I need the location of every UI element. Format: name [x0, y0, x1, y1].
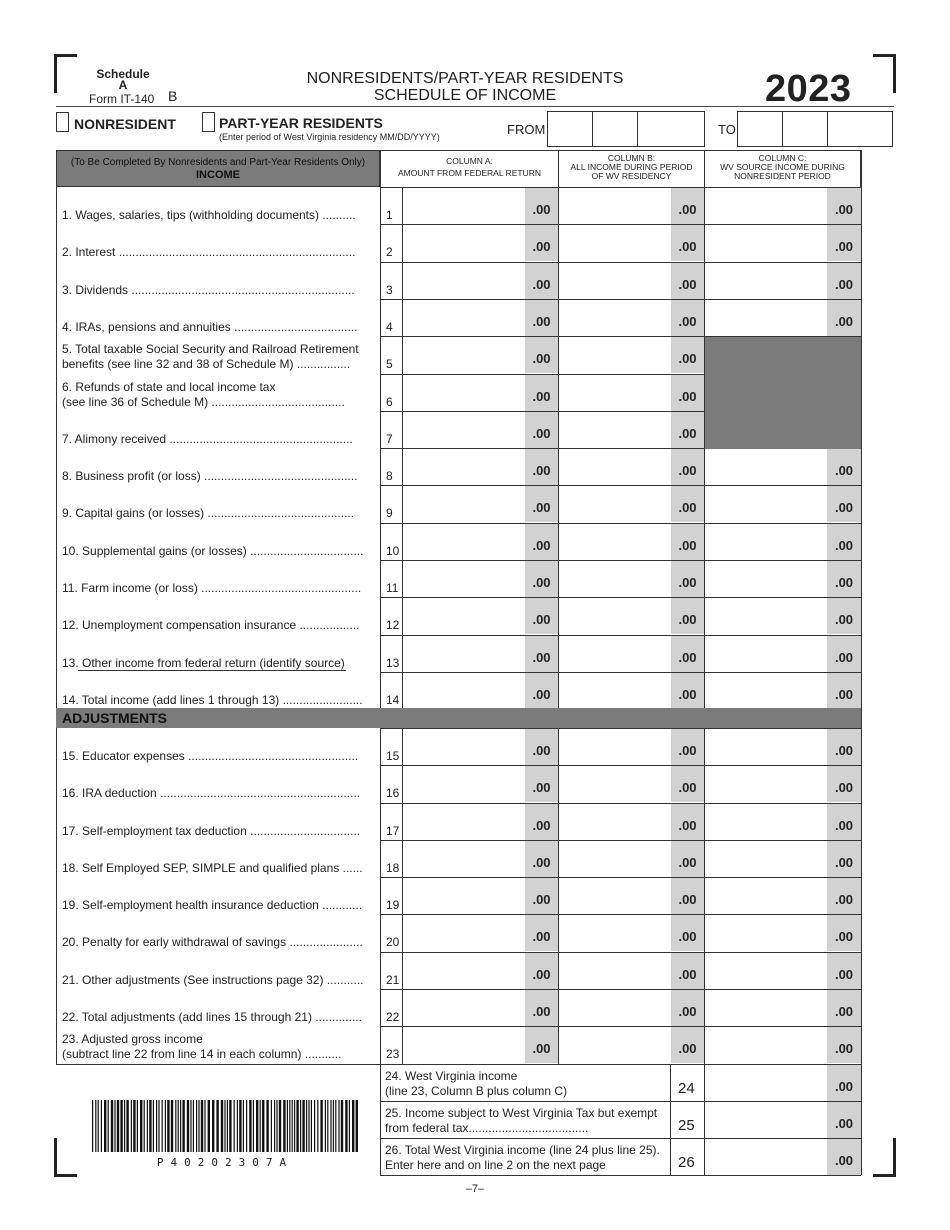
column-b-desc-2: OF WV RESIDENCY: [591, 171, 672, 181]
barcode-bar: [133, 1100, 135, 1152]
barcode-bar: [187, 1100, 189, 1152]
line-6-description-cont: (see line 36 of Schedule M) ........................................: [62, 395, 345, 409]
line-3-description: 3. Dividends ...................................................................: [62, 283, 355, 297]
barcode-bar: [306, 1100, 307, 1152]
line-8-description: 8. Business profit (or loss) ..............................................: [62, 469, 358, 483]
barcode-bar: [98, 1100, 99, 1152]
corner-mark-bottom-right: [873, 1138, 896, 1177]
line-20-description: 20. Penalty for early withdrawal of savings ......................: [62, 935, 363, 949]
barcode-bar: [198, 1100, 199, 1152]
line-16-number: 16: [386, 786, 400, 800]
barcode-bar: [335, 1100, 336, 1152]
barcode-bar: [243, 1100, 244, 1152]
corner-mark-top-right: [873, 54, 896, 93]
line-7-description: 7. Alimony received .......................................................: [62, 432, 353, 446]
table-right-border: [861, 150, 862, 1175]
barcode-bar: [349, 1100, 350, 1152]
line-22-column-b-cents: .00: [671, 990, 704, 1026]
line-5-description-cont: benefits (see line 32 and 38 of Schedule M) ................: [62, 357, 351, 371]
line-14-description: 14. Total income (add lines 1 through 13) ........................: [62, 693, 363, 707]
barcode-bar: [345, 1100, 347, 1152]
barcode-bar: [212, 1100, 214, 1152]
barcode-bar: [111, 1100, 113, 1152]
barcode-bar: [317, 1100, 318, 1152]
title-line-2: SCHEDULE OF INCOME: [373, 87, 557, 104]
barcode-bar: [333, 1100, 334, 1152]
barcode-bar: [126, 1100, 128, 1152]
line-26-top-rule: [380, 1138, 861, 1139]
barcode-bar: [149, 1100, 151, 1152]
line-9-column-a-cents: .00: [525, 486, 558, 522]
line-13-column-c-cents: .00: [827, 636, 861, 672]
barcode-bar: [274, 1100, 275, 1152]
barcode-bar: [276, 1100, 277, 1152]
line-11-column-a-cents: .00: [525, 561, 558, 597]
line-13-description: 13. Other income from federal return (identify source): [62, 656, 345, 670]
line-18-column-c-cents: .00: [827, 841, 861, 877]
line-3-column-a-cents: .00: [525, 263, 558, 299]
line-10-column-b-cents: .00: [671, 524, 704, 560]
line-5-description: 5. Total taxable Social Security and Railroad Retirement: [62, 342, 359, 356]
line-10-top-rule: [380, 523, 861, 524]
line-25-top-rule: [380, 1101, 861, 1102]
line-21-description: 21. Other adjustments (See instructions page 32) ...........: [62, 973, 364, 987]
column-c-disabled-block: [705, 337, 861, 449]
line-14-number: 14: [386, 693, 400, 707]
line-14-column-c-cents: .00: [827, 673, 861, 709]
partyear-note: (Enter period of West Virginia residency MM/DD/YYYY): [219, 132, 440, 142]
line-24-description-cont: (line 23, Column B plus column C): [385, 1084, 568, 1098]
line-1-top-rule: [380, 187, 861, 188]
line-15-top-rule: [380, 728, 861, 729]
line-20-number: 20: [386, 935, 400, 949]
line-1-column-a-cents: .00: [525, 188, 558, 224]
column-c-title: COLUMN C:: [758, 153, 807, 163]
line-26-number: 26: [678, 1154, 695, 1171]
column-b-header: [558, 150, 704, 187]
line-11-column-c-cents: .00: [827, 561, 861, 597]
line-12-top-rule: [380, 597, 861, 598]
line-12-description: 12. Unemployment compensation insurance ..................: [62, 618, 360, 632]
barcode-text: P40202307A: [156, 1156, 294, 1169]
barcode-bar: [289, 1100, 290, 1152]
barcode-bar: [114, 1100, 115, 1152]
line-5-column-a-cents: .00: [525, 337, 558, 373]
line-19-column-b-cents: .00: [671, 878, 704, 914]
line-12-number: 12: [386, 618, 400, 632]
line-6-column-a-cents: .00: [525, 375, 558, 411]
line-4-column-a-cents: .00: [525, 300, 558, 336]
barcode-bar: [144, 1100, 145, 1152]
nonresident-checkbox[interactable]: [56, 112, 69, 132]
from-month-box[interactable]: [547, 111, 593, 147]
income-header-note: (To Be Completed By Nonresidents and Part-Year Residents Only): [70, 157, 366, 168]
partyear-label: PART-YEAR RESIDENTS: [219, 115, 383, 131]
line-12-column-a-cents: .00: [525, 598, 558, 634]
line-10-column-c-cents: .00: [827, 524, 861, 560]
table-divider-a-b: [558, 150, 559, 1064]
line-3-number: 3: [386, 283, 393, 297]
barcode-bar: [131, 1100, 132, 1152]
corner-mark-top-left: [54, 54, 77, 93]
line-17-top-rule: [380, 803, 861, 804]
barcode-bar: [201, 1100, 203, 1152]
barcode-bar: [104, 1100, 106, 1152]
barcode-bar: [167, 1100, 169, 1152]
schedule-word: Schedule: [96, 67, 150, 81]
line-18-number: 18: [386, 861, 400, 875]
line-22-number: 22: [386, 1010, 400, 1024]
line-4-description: 4. IRAs, pensions and annuities .....................................: [62, 320, 358, 334]
line-9-top-rule: [380, 485, 861, 486]
line-8-column-a-cents: .00: [525, 449, 558, 485]
line-15-column-b-cents: .00: [671, 729, 704, 765]
income-header: [56, 150, 380, 187]
line-1-description: 1. Wages, salaries, tips (withholding documents) ..........: [62, 208, 356, 222]
line-20-column-c-cents: .00: [827, 915, 861, 951]
header-divider: [56, 106, 894, 107]
barcode-bar: [300, 1100, 301, 1152]
barcode-bar: [193, 1100, 194, 1152]
line-25-number: 25: [678, 1117, 695, 1134]
line-19-number: 19: [386, 898, 400, 912]
line-8-column-b-cents: .00: [671, 449, 704, 485]
line-22-description: 22. Total adjustments (add lines 15 through 21) ..............: [62, 1010, 362, 1024]
summary-divider-num: [670, 1064, 671, 1175]
schedule-letter: A: [118, 78, 128, 92]
line-13-number: 13: [386, 656, 400, 670]
barcode-bar: [137, 1100, 138, 1152]
from-label: FROM: [507, 122, 546, 137]
line-15-description: 15. Educator expenses ...................................................: [62, 749, 359, 763]
barcode-bar: [147, 1100, 148, 1152]
line-20-column-b-cents: .00: [671, 915, 704, 951]
line-5-column-b-cents: .00: [671, 337, 704, 373]
barcode-bar: [341, 1100, 343, 1152]
line-4-column-b-cents: .00: [671, 300, 704, 336]
line-26-description: 26. Total West Virginia income (line 24 plus line 25).: [385, 1143, 660, 1157]
line-24-cents: .00: [827, 1065, 861, 1101]
line-19-column-a-cents: .00: [525, 878, 558, 914]
line-12-column-c-cents: .00: [827, 598, 861, 634]
line-24-number: 24: [678, 1080, 695, 1097]
to-month-box[interactable]: [737, 111, 783, 147]
column-c-desc-1: WV SOURCE INCOME DURING: [720, 162, 845, 172]
line-2-column-b-cents: .00: [671, 225, 704, 261]
line-10-column-a-cents: .00: [525, 524, 558, 560]
line-25-description-cont: from federal tax....................................: [385, 1121, 589, 1135]
barcode-bar: [171, 1100, 173, 1152]
line-25-cents: .00: [827, 1102, 861, 1138]
line-20-column-a-cents: .00: [525, 915, 558, 951]
barcode-bar: [237, 1100, 238, 1152]
barcode-bar: [302, 1100, 304, 1152]
line-17-column-c-cents: .00: [827, 804, 861, 840]
barcode-bar: [92, 1100, 93, 1152]
line-22-top-rule: [380, 989, 861, 990]
line-9-description: 9. Capital gains (or losses) ............................................: [62, 506, 355, 520]
barcode-bar: [153, 1100, 154, 1152]
barcode-bar: [253, 1100, 254, 1152]
line-10-description: 10. Supplemental gains (or losses) ..................................: [62, 544, 364, 558]
line-18-top-rule: [380, 840, 861, 841]
line-19-description: 19. Self-employment health insurance deduction ............: [62, 898, 363, 912]
line-13-top-rule: [380, 635, 861, 636]
barcode-bar: [311, 1100, 312, 1152]
barcode-bar: [156, 1100, 157, 1152]
line-18-column-a-cents: .00: [525, 841, 558, 877]
line-2-top-rule: [380, 224, 861, 225]
barcode-bar: [287, 1100, 288, 1152]
barcode-bar: [330, 1100, 331, 1152]
from-day-box[interactable]: [592, 111, 638, 147]
line-4-top-rule: [380, 299, 861, 300]
corner-mark-bottom-left: [54, 1138, 77, 1177]
barcode-bar: [234, 1100, 235, 1152]
barcode-bar: [279, 1100, 281, 1152]
line-14-column-a-cents: .00: [525, 673, 558, 709]
line-2-column-a-cents: .00: [525, 225, 558, 261]
line-15-column-a-cents: .00: [525, 729, 558, 765]
income-header-title: INCOME: [196, 169, 240, 181]
nonresident-label: NONRESIDENT: [74, 116, 176, 132]
schedule-label: [84, 69, 162, 91]
line-7-column-a-cents: .00: [525, 412, 558, 448]
barcode-bar: [208, 1100, 210, 1152]
line-7-column-b-cents: .00: [671, 412, 704, 448]
line-13-column-a-cents: .00: [525, 636, 558, 672]
barcode-bar: [101, 1100, 102, 1152]
barcode-bar: [296, 1100, 298, 1152]
barcode-bar: [196, 1100, 197, 1152]
barcode-bar: [239, 1100, 241, 1152]
line-22-column-a-cents: .00: [525, 990, 558, 1026]
barcode-bar: [182, 1100, 184, 1152]
barcode-bar: [308, 1100, 309, 1152]
line-22-column-c-cents: .00: [827, 990, 861, 1026]
barcode-bar: [283, 1100, 285, 1152]
barcode-bar: [327, 1100, 328, 1152]
line-23-column-b-cents: .00: [671, 1027, 704, 1063]
barcode-bar: [108, 1100, 109, 1152]
line-17-column-a-cents: .00: [525, 804, 558, 840]
page-title: [280, 70, 650, 104]
line-9-number: 9: [386, 506, 393, 520]
line-8-number: 8: [386, 469, 393, 483]
column-a-title: COLUMN A:: [446, 156, 493, 166]
line-17-number: 17: [386, 824, 400, 838]
line-2-number: 2: [386, 245, 393, 259]
table-divider-linenum-1: [402, 187, 403, 708]
summary-divider-amount: [704, 1064, 705, 1175]
adjustments-header: ADJUSTMENTS: [56, 708, 861, 728]
column-a-desc: AMOUNT FROM FEDERAL RETURN: [397, 168, 542, 178]
barcode-bar: [320, 1100, 322, 1152]
line-12-column-b-cents: .00: [671, 598, 704, 634]
barcode-bar: [229, 1100, 231, 1152]
column-b-title: COLUMN B:: [607, 153, 656, 163]
barcode-bar: [249, 1100, 251, 1152]
line-16-column-a-cents: .00: [525, 766, 558, 802]
barcode-bar: [216, 1100, 218, 1152]
table-divider-b-c: [704, 150, 705, 1064]
barcode-bar: [117, 1100, 119, 1152]
column-c-header: [704, 150, 861, 187]
line-6-description: 6. Refunds of state and local income tax: [62, 380, 276, 394]
barcode-bar: [221, 1100, 223, 1152]
line-2-column-c-cents: .00: [827, 225, 861, 261]
line-21-top-rule: [380, 952, 861, 953]
barcode-bar: [266, 1100, 268, 1152]
barcode-bar: [338, 1100, 339, 1152]
line-16-top-rule: [380, 765, 861, 766]
line-13-column-b-cents: .00: [671, 636, 704, 672]
barcode-bar: [246, 1100, 247, 1152]
line-6-column-b-cents: .00: [671, 375, 704, 411]
line-11-top-rule: [380, 560, 861, 561]
barcode-bar: [260, 1100, 261, 1152]
line-11-number: 11: [386, 581, 399, 595]
barcode-bar: [256, 1100, 258, 1152]
line-9-column-b-cents: .00: [671, 486, 704, 522]
line-21-column-a-cents: .00: [525, 953, 558, 989]
barcode-bar: [271, 1100, 272, 1152]
line-11-description: 11. Farm income (or loss) ................................................: [62, 581, 362, 595]
barcode-bar: [175, 1100, 176, 1152]
line-26-cents: .00: [827, 1139, 861, 1175]
from-year-box[interactable]: [637, 111, 705, 147]
barcode-bar: [95, 1100, 96, 1152]
line-23-number: 23: [386, 1047, 400, 1061]
column-c-desc-2: NONRESIDENT PERIOD: [734, 171, 831, 181]
line-21-column-c-cents: .00: [827, 953, 861, 989]
line-4-column-c-cents: .00: [827, 300, 861, 336]
line-5-number: 5: [386, 357, 393, 371]
barcode-bar: [292, 1100, 293, 1152]
column-b-desc-1: ALL INCOME DURING PERIOD: [570, 162, 693, 172]
page-number: –7–: [465, 1183, 485, 1195]
line-17-column-b-cents: .00: [671, 804, 704, 840]
barcode-bar: [162, 1100, 163, 1152]
barcode-bar: [140, 1100, 142, 1152]
line-19-column-c-cents: .00: [827, 878, 861, 914]
line-9-column-c-cents: .00: [827, 486, 861, 522]
line-15-column-c-cents: .00: [827, 729, 861, 765]
line-2-description: 2. Interest .......................................................................: [62, 245, 356, 259]
summary-bottom-rule: [380, 1175, 861, 1176]
line-23-column-c-cents: .00: [827, 1027, 861, 1063]
line-13-source-underline: [78, 670, 346, 671]
line-18-column-b-cents: .00: [671, 841, 704, 877]
line-23-column-a-cents: .00: [525, 1027, 558, 1063]
table-left-border: [56, 150, 57, 1064]
barcode-bar: [190, 1100, 191, 1152]
barcode-bar: [120, 1100, 122, 1152]
line-7-number: 7: [386, 432, 393, 446]
title-line-1: NONRESIDENTS/PART-YEAR RESIDENTS: [306, 70, 624, 87]
barcode-bar: [294, 1100, 295, 1152]
line-23-description-cont: (subtract line 22 from line 14 in each column) ...........: [62, 1047, 342, 1061]
line-26-description-cont: Enter here and on line 2 on the next page: [385, 1158, 606, 1172]
to-year-box[interactable]: [827, 111, 893, 147]
to-label: TO: [718, 122, 736, 137]
line-18-description: 18. Self Employed SEP, SIMPLE and qualified plans ......: [62, 861, 363, 875]
line-1-column-b-cents: .00: [671, 188, 704, 224]
barcode-bar: [262, 1100, 264, 1152]
line-16-description: 16. IRA deduction ............................................................: [62, 786, 361, 800]
line-3-top-rule: [380, 262, 861, 263]
form-number: Form IT-140: [89, 92, 155, 106]
line-1-number: 1: [386, 208, 393, 222]
line-14-top-rule: [380, 672, 861, 673]
line-6-number: 6: [386, 395, 393, 409]
form-suffix: B: [168, 88, 178, 104]
to-day-box[interactable]: [782, 111, 828, 147]
line-11-column-b-cents: .00: [671, 561, 704, 597]
barcode-bar: [204, 1100, 205, 1152]
line-3-column-c-cents: .00: [827, 263, 861, 299]
line-24-top-rule: [380, 1064, 861, 1065]
barcode-bar: [165, 1100, 166, 1152]
line-25-description: 25. Income subject to West Virginia Tax but exempt: [385, 1106, 658, 1120]
line-24-description: 24. West Virginia income: [385, 1069, 518, 1083]
line-16-column-c-cents: .00: [827, 766, 861, 802]
barcode-image: [92, 1100, 358, 1152]
table-divider-linenum-2: [402, 728, 403, 1064]
barcode-bar: [180, 1100, 181, 1152]
barcode-bar: [352, 1100, 354, 1152]
line-17-description: 17. Self-employment tax deduction .................................: [62, 824, 361, 838]
barcode-bar: [124, 1100, 125, 1152]
line-15-number: 15: [386, 749, 400, 763]
line-10-number: 10: [386, 544, 400, 558]
barcode-bar: [325, 1100, 326, 1152]
barcode-bar: [314, 1100, 315, 1152]
line-21-number: 21: [386, 973, 400, 987]
barcode-bar: [227, 1100, 228, 1152]
line-21-column-b-cents: .00: [671, 953, 704, 989]
line-4-number: 4: [386, 320, 393, 334]
line-23-top-rule: [380, 1026, 861, 1027]
barcode-bar: [356, 1100, 358, 1152]
line-1-column-c-cents: .00: [827, 188, 861, 224]
tax-year: 2023: [765, 68, 852, 110]
line-14-column-b-cents: .00: [671, 673, 704, 709]
line-3-column-b-cents: .00: [671, 263, 704, 299]
barcode-bar: [224, 1100, 225, 1152]
barcode-bar: [178, 1100, 179, 1152]
line-20-top-rule: [380, 914, 861, 915]
line-23-description: 23. Adjusted gross income: [62, 1032, 203, 1046]
column-a-header: [380, 150, 558, 187]
table-divider-desc: [380, 150, 381, 1064]
line-8-column-c-cents: .00: [827, 449, 861, 485]
line-16-column-b-cents: .00: [671, 766, 704, 802]
line-19-top-rule: [380, 877, 861, 878]
partyear-checkbox[interactable]: [202, 112, 215, 132]
summary-left-border: [380, 1064, 381, 1175]
barcode-bar: [158, 1100, 159, 1152]
